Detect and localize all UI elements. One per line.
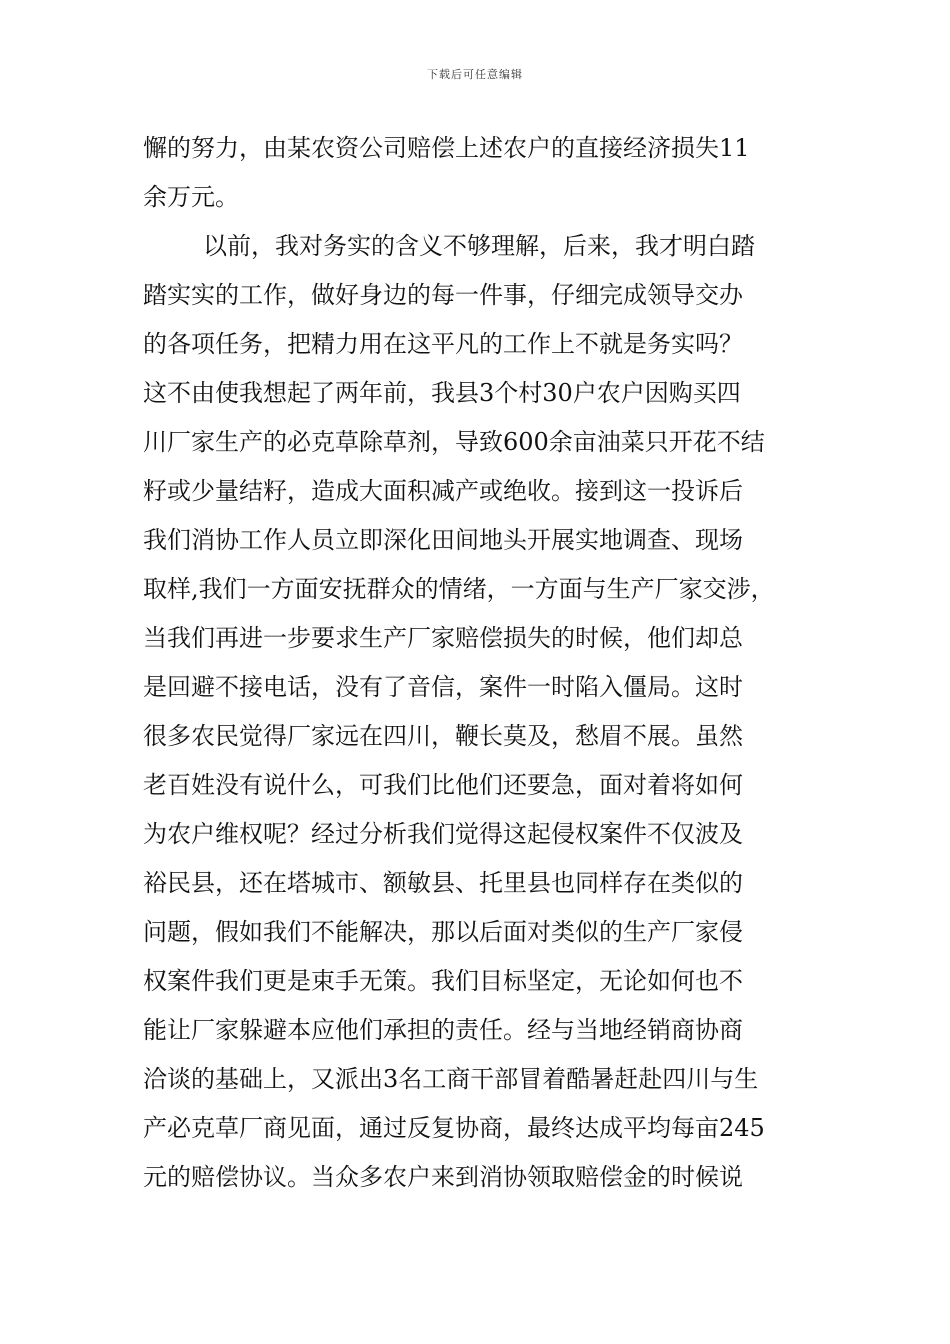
page-header: 下载后可任意编辑 [427,68,523,81]
text-line: 取样,我们一方面安抚群众的情绪，一方面与生产厂家交涉， [143,575,775,603]
text-line: 洽谈的基础上，又派出3名工商干部冒着酷暑赶赴四川与生 [143,1065,759,1093]
text-line: 余万元。 [143,183,239,211]
text-line: 老百姓没有说什么，可我们比他们还要急，面对着将如何 [143,771,743,799]
text-line: 川厂家生产的必克草除草剂，导致600余亩油菜只开花不结 [143,428,765,456]
text-line: 的各项任务，把精力用在这平凡的工作上不就是务实吗？ [143,330,743,358]
text-line: 懈的努力，由某农资公司赔偿上述农户的直接经济损失11 [143,134,750,162]
text-line: 能让厂家躲避本应他们承担的责任。经与当地经销商协商 [143,1016,743,1044]
text-line: 当我们再进一步要求生产厂家赔偿损失的时候，他们却总 [143,624,743,652]
text-line: 裕民县，还在塔城市、额敏县、托里县也同样存在类似的 [143,869,743,897]
text-line: 权案件我们更是束手无策。我们目标坚定，无论如何也不 [143,967,743,995]
text-line: 产必克草厂商见面，通过反复协商，最终达成平均每亩245 [143,1114,765,1142]
text-line: 我们消协工作人员立即深化田间地头开展实地调查、现场 [143,526,743,554]
text-line: 是回避不接电话，没有了音信，案件一时陷入僵局。这时 [143,673,743,701]
text-line: 很多农民觉得厂家远在四川，鞭长莫及，愁眉不展。虽然 [143,722,743,750]
document-body [143,124,807,1202]
paragraph-start-line: 以前，我对务实的含义不够理解，后来，我才明白踏 [203,232,755,260]
text-line: 籽或少量结籽，造成大面积减产或绝收。接到这一投诉后 [143,477,743,505]
text-line: 元的赔偿协议。当众多农户来到消协领取赔偿金的时候说 [143,1163,743,1191]
text-line: 踏实实的工作，做好身边的每一件事，仔细完成领导交办 [143,281,743,309]
text-line: 这不由使我想起了两年前，我县3个村30户农户因购买四 [143,379,741,407]
text-line: 问题，假如我们不能解决，那以后面对类似的生产厂家侵 [143,918,743,946]
text-line: 为农户维权呢？经过分析我们觉得这起侵权案件不仅波及 [143,820,743,848]
